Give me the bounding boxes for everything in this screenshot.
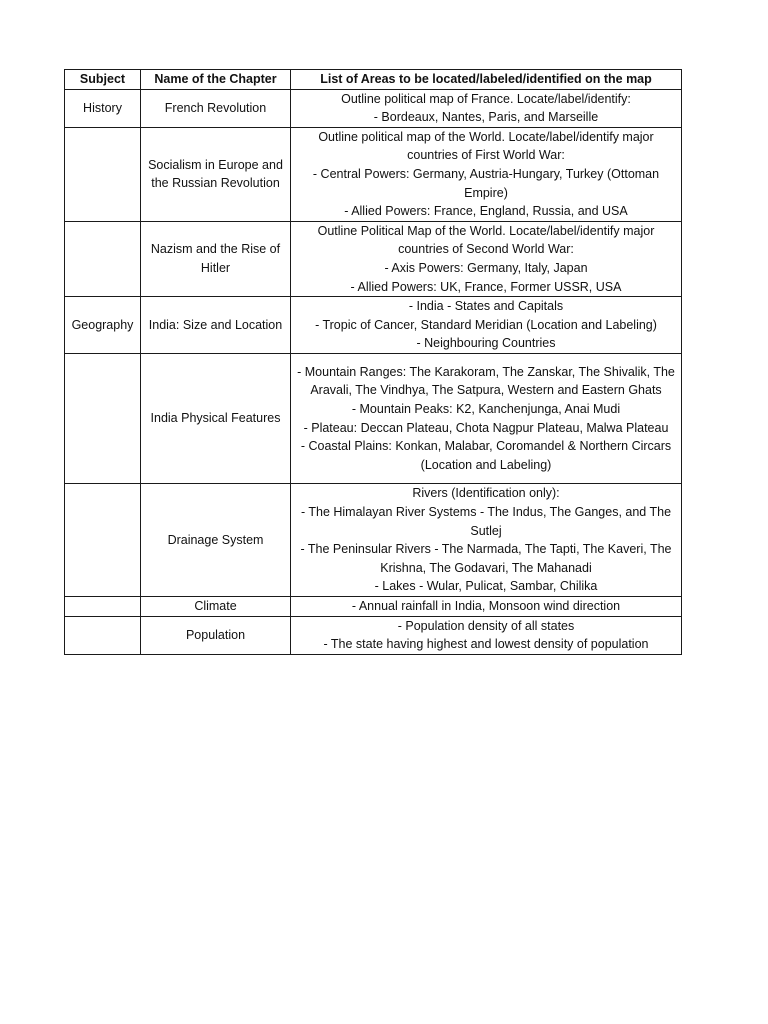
areas-line: - Axis Powers: Germany, Italy, Japan (384, 260, 588, 275)
areas-line: - Neighbouring Countries (416, 336, 556, 351)
table-row (65, 616, 682, 654)
table-row (65, 354, 682, 484)
areas-line: - Bordeaux, Nantes, Paris, and Marseille (373, 110, 599, 125)
areas-line: countries of Second World War: (398, 242, 574, 257)
areas-line: Sutlej (470, 523, 502, 538)
areas-line: - The state having highest and lowest density of population (323, 637, 649, 652)
chapter-cell (141, 484, 291, 597)
chapter-line: the Russian Revolution (151, 176, 280, 191)
areas-line: Outline political map of France. Locate/label/identify: (341, 91, 631, 106)
chapter-line: India Physical Features (150, 411, 281, 426)
areas-line: countries of First World War: (407, 148, 565, 163)
subject-cell (65, 127, 141, 221)
header-chapter: Name of the Chapter (141, 70, 291, 90)
areas-line: Krishna, The Godavari, The Mahanadi (380, 560, 592, 575)
areas-line: Rivers (Identification only): (412, 486, 560, 501)
areas-cell (291, 89, 682, 127)
areas-line: - Allied Powers: France, England, Russia, and USA (344, 204, 628, 219)
header-areas: List of Areas to be located/labeled/identified on the map (291, 70, 682, 90)
areas-line: - The Peninsular Rivers - The Narmada, The Tapti, The Kaveri, The (300, 542, 672, 557)
areas-line: - Plateau: Deccan Plateau, Chota Nagpur Plateau, Malwa Plateau (303, 420, 669, 435)
areas-cell (291, 616, 682, 654)
areas-line: Outline political map of the World. Locate/label/identify major (318, 129, 654, 144)
areas-cell (291, 127, 682, 221)
table-row (65, 297, 682, 354)
chapter-cell (141, 616, 291, 654)
document-page (64, 69, 681, 655)
areas-line: (Location and Labeling) (420, 457, 552, 472)
subject-cell (65, 597, 141, 617)
chapter-cell (141, 597, 291, 617)
areas-cell (291, 221, 682, 296)
subject-cell: Geography (65, 297, 141, 354)
areas-line: - Central Powers: Germany, Austria-Hungary, Turkey (Ottoman (312, 166, 660, 181)
areas-line: - Mountain Ranges: The Karakoram, The Zanskar, The Shivalik, The (297, 364, 675, 379)
subject-cell (65, 484, 141, 597)
chapter-line: Hitler (200, 260, 231, 275)
chapter-line: Socialism in Europe and (148, 157, 283, 172)
areas-line: - Lakes - Wular, Pulicat, Sambar, Chilika (374, 579, 598, 594)
areas-line: - Annual rainfall in India, Monsoon wind direction (351, 599, 621, 614)
areas-cell (291, 597, 682, 617)
areas-cell (291, 354, 682, 484)
chapter-line: India: Size and Location (148, 317, 283, 332)
subject-cell: History (65, 89, 141, 127)
areas-line: Aravali, The Vindhya, The Satpura, Western and Eastern Ghats (310, 383, 662, 398)
table-row (65, 221, 682, 296)
table-body (65, 89, 682, 654)
table-row (65, 127, 682, 221)
subject-cell (65, 221, 141, 296)
chapter-cell (141, 127, 291, 221)
chapter-cell (141, 354, 291, 484)
areas-line: Outline Political Map of the World. Locate/label/identify major (317, 223, 655, 238)
table-row (65, 89, 682, 127)
table-row (65, 597, 682, 617)
header-subject: Subject (65, 70, 141, 90)
chapter-line: Drainage System (167, 532, 264, 547)
chapter-cell (141, 297, 291, 354)
areas-line: - India - States and Capitals (408, 299, 564, 314)
table-row (65, 484, 682, 597)
chapter-line: Nazism and the Rise of (150, 242, 281, 257)
areas-line: - Population density of all states (397, 618, 575, 633)
areas-line: - Coastal Plains: Konkan, Malabar, Coromandel & Northern Circars (300, 439, 672, 454)
subject-cell (65, 354, 141, 484)
areas-line: - The Himalayan River Systems - The Indus, The Ganges, and The (300, 504, 672, 519)
subject-cell (65, 616, 141, 654)
areas-line: - Tropic of Cancer, Standard Meridian (Location and Labeling) (315, 317, 657, 332)
areas-cell (291, 484, 682, 597)
areas-line: - Mountain Peaks: K2, Kanchenjunga, Anai Mudi (351, 402, 621, 417)
map-work-table (64, 69, 682, 655)
areas-cell (291, 297, 682, 354)
table-header-row (65, 70, 682, 90)
areas-line: - Allied Powers: UK, France, Former USSR, USA (350, 279, 622, 294)
areas-line: Empire) (464, 185, 508, 200)
chapter-line: Population (185, 628, 246, 643)
chapter-line: French Revolution (164, 100, 267, 115)
chapter-cell (141, 89, 291, 127)
chapter-cell (141, 221, 291, 296)
chapter-line: Climate (194, 599, 237, 614)
